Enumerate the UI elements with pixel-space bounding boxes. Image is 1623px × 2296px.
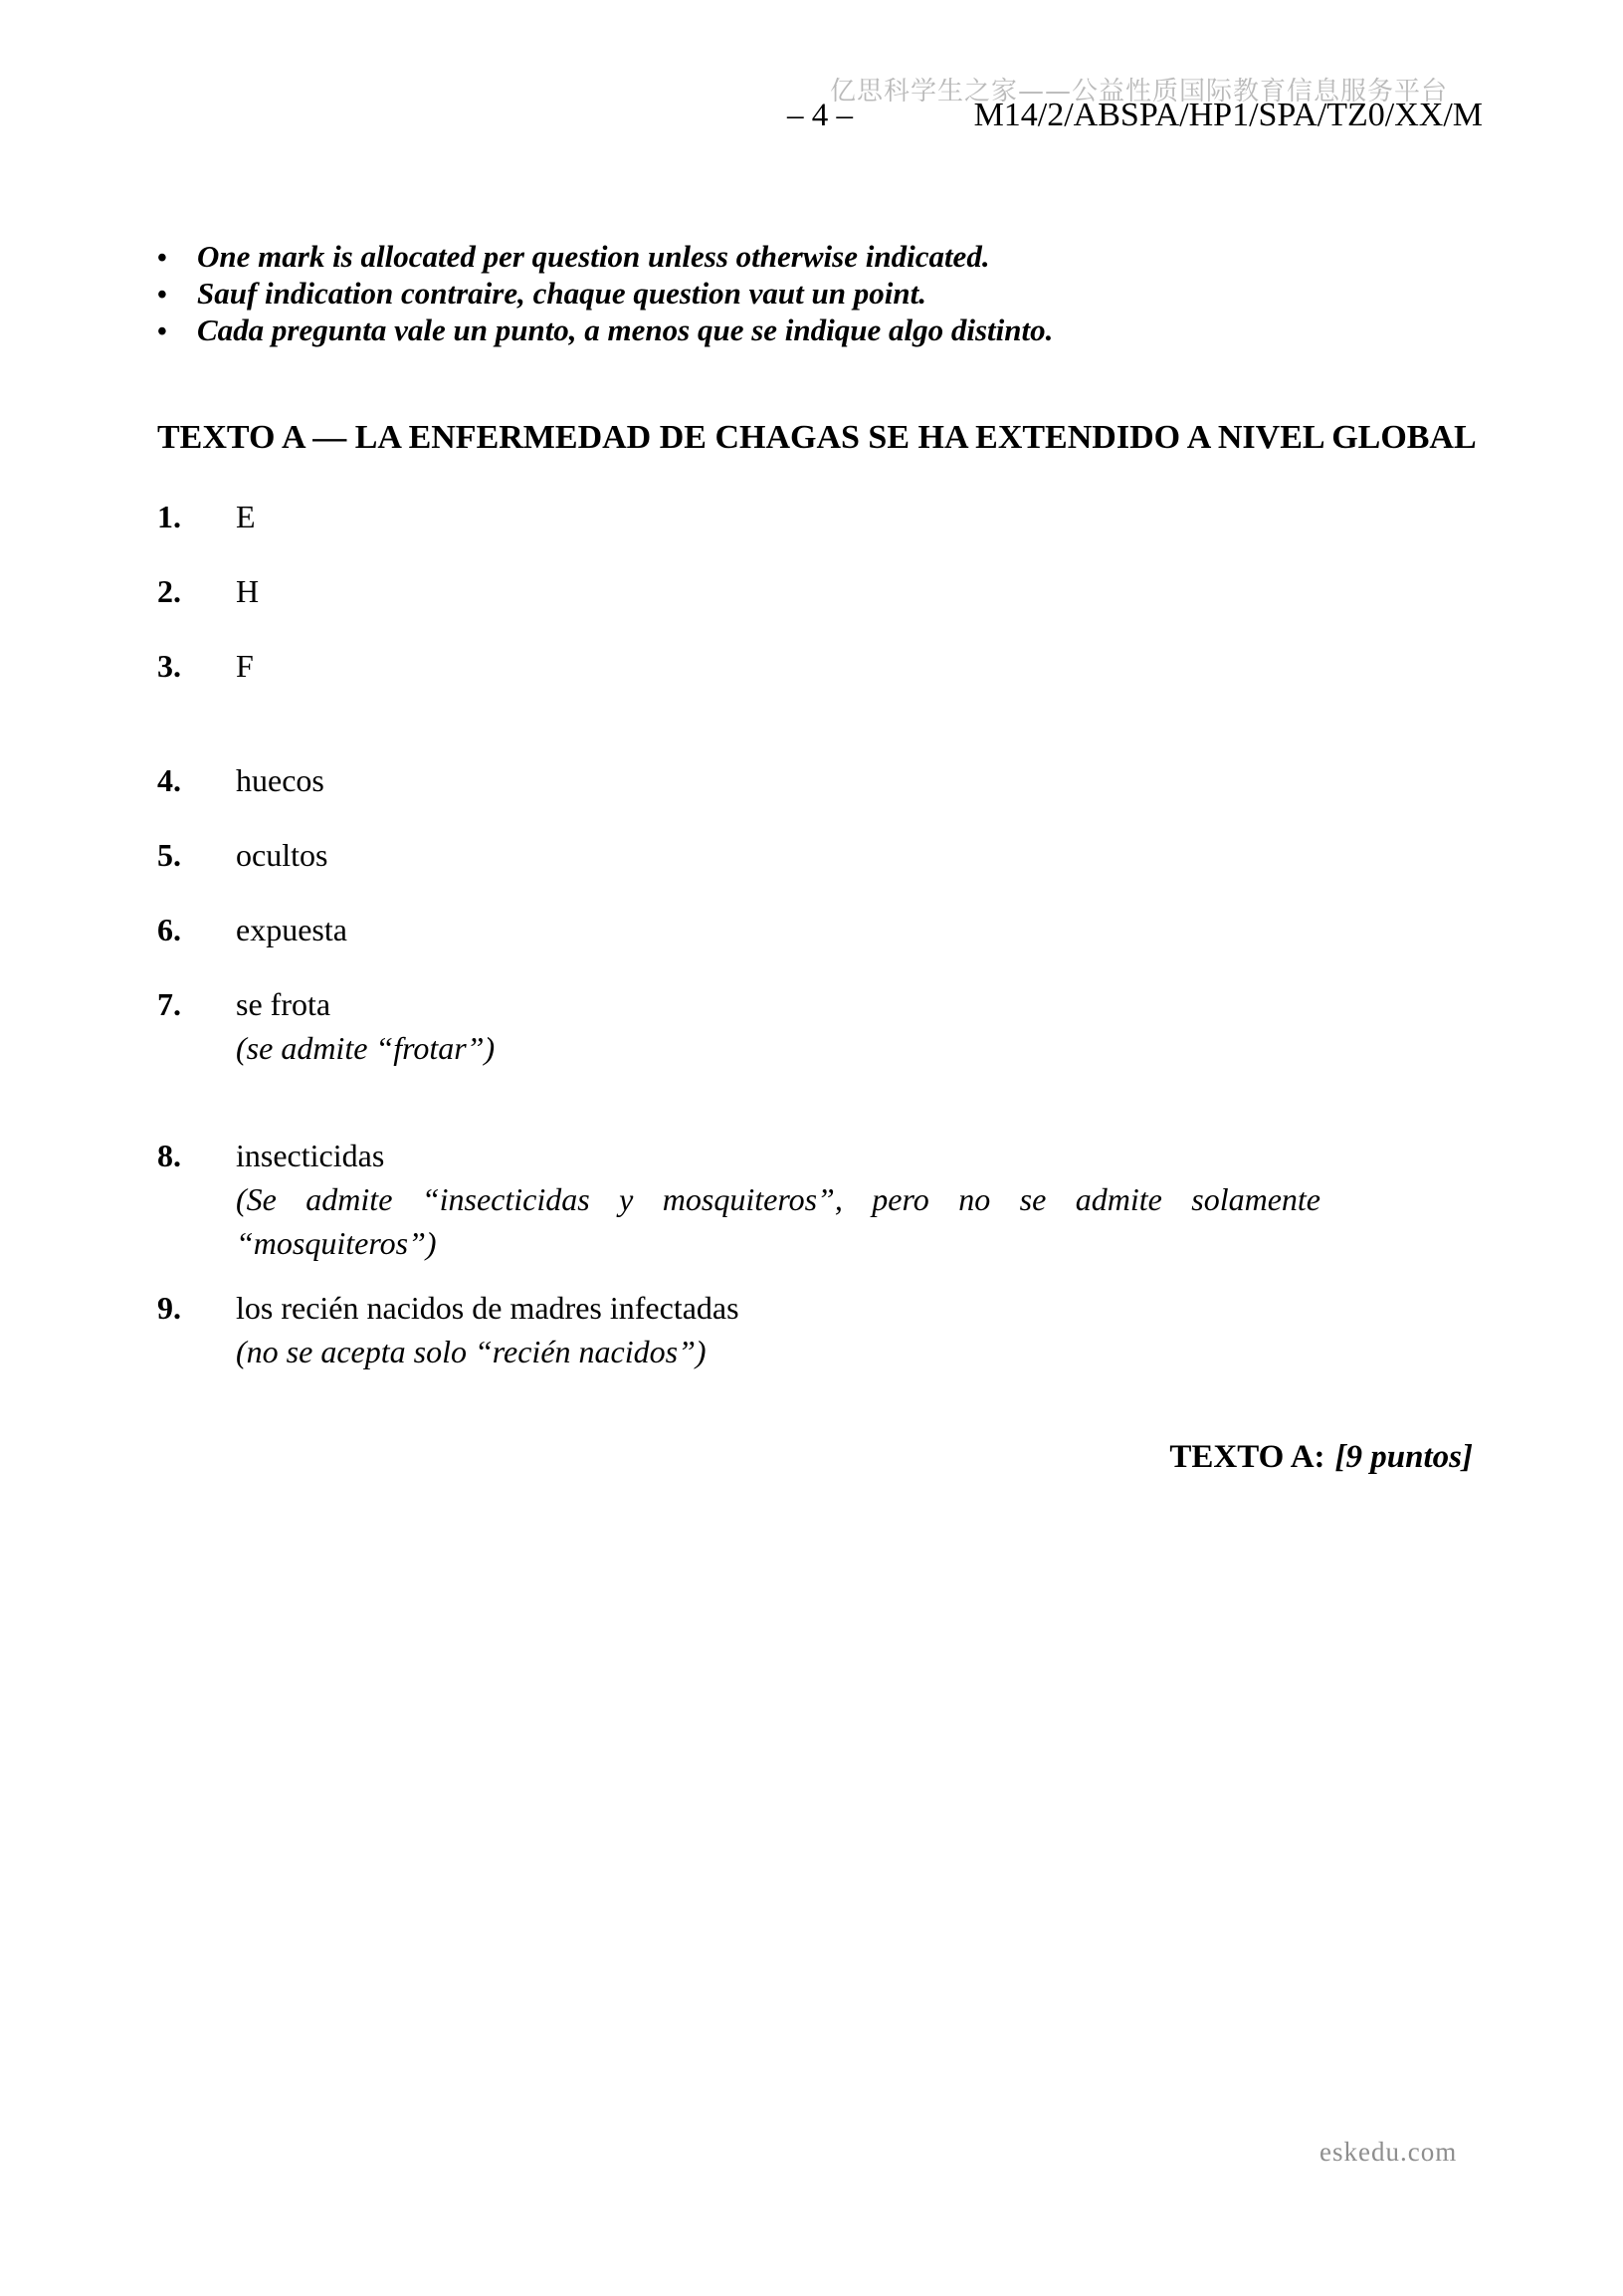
answer-row xyxy=(157,644,1320,688)
answer-row xyxy=(157,758,1320,802)
answer-body xyxy=(236,982,1320,1070)
paper-code: M14/2/ABSPA/HP1/SPA/TZ0/XX/M xyxy=(973,97,1483,133)
bullet-icon: • xyxy=(157,243,167,274)
footer-site: eskedu.com xyxy=(1319,2137,1458,2167)
instruction-item xyxy=(157,238,1331,275)
answer-body xyxy=(236,1286,1320,1373)
question-number: 7. xyxy=(157,986,181,1022)
question-number: 3. xyxy=(157,648,181,684)
answer-note-continued: “mosquiteros”) xyxy=(236,1225,437,1261)
answer-text: huecos xyxy=(236,762,324,798)
question-number: 8. xyxy=(157,1138,181,1173)
answer-text: los recién nacidos de madres infectadas xyxy=(236,1290,739,1326)
question-number: 5. xyxy=(157,837,181,873)
question-number: 4. xyxy=(157,762,181,798)
question-number: 6. xyxy=(157,912,181,947)
instruction-text: Sauf indication contraire, chaque question vaut un point. xyxy=(197,276,926,311)
answer-note: (no se acepta solo “recién nacidos”) xyxy=(236,1334,707,1369)
watermark-text: 亿思科学生之家——公益性质国际教育信息服务平台 xyxy=(829,77,1448,106)
section-title: TEXTO A — LA ENFERMEDAD DE CHAGAS SE HA EXTENDIDO A NIVEL GLOBAL xyxy=(157,419,1477,456)
answer-note: (se admite “frotar”) xyxy=(236,1030,496,1066)
answer-body xyxy=(236,908,1320,951)
answer-body xyxy=(236,569,1320,613)
instruction-item xyxy=(157,275,1331,312)
page-number: – 4 – xyxy=(787,98,853,133)
question-number: 1. xyxy=(157,499,181,534)
answer-row xyxy=(157,1134,1320,1265)
answer-row xyxy=(157,495,1320,538)
answer-text: H xyxy=(236,573,260,609)
answer-body xyxy=(236,644,1320,688)
answer-body xyxy=(236,758,1320,802)
instruction-text: Cada pregunta vale un punto, a menos que se indique algo distinto. xyxy=(197,313,1054,347)
answer-text: F xyxy=(236,648,254,684)
answer-row xyxy=(157,569,1320,613)
answer-note: (Se admite “insecticidas y mosquiteros”, pero no se admite solamente xyxy=(236,1181,1320,1217)
total-points: [9 puntos] xyxy=(1334,1439,1473,1475)
answer-text: E xyxy=(236,499,256,534)
question-number: 9. xyxy=(157,1290,181,1326)
answer-text: ocultos xyxy=(236,837,328,873)
instruction-item xyxy=(157,312,1331,348)
instruction-text: One mark is allocated per question unless otherwise indicated. xyxy=(197,239,990,274)
bullet-icon: • xyxy=(157,280,167,311)
total-label: TEXTO A: xyxy=(1169,1439,1325,1475)
answer-row xyxy=(157,833,1320,877)
answer-body xyxy=(236,495,1320,538)
answer-text: se frota xyxy=(236,986,331,1022)
answer-row xyxy=(157,1286,1320,1373)
answer-body xyxy=(236,833,1320,877)
question-number: 2. xyxy=(157,573,181,609)
bullet-icon: • xyxy=(157,316,167,347)
answer-row xyxy=(157,908,1320,951)
answer-text: expuesta xyxy=(236,912,347,947)
instructions-list xyxy=(157,238,1331,348)
answer-text: insecticidas xyxy=(236,1138,385,1173)
answer-body xyxy=(236,1134,1320,1265)
answer-row xyxy=(157,982,1320,1070)
section-total xyxy=(1169,1439,1473,1476)
